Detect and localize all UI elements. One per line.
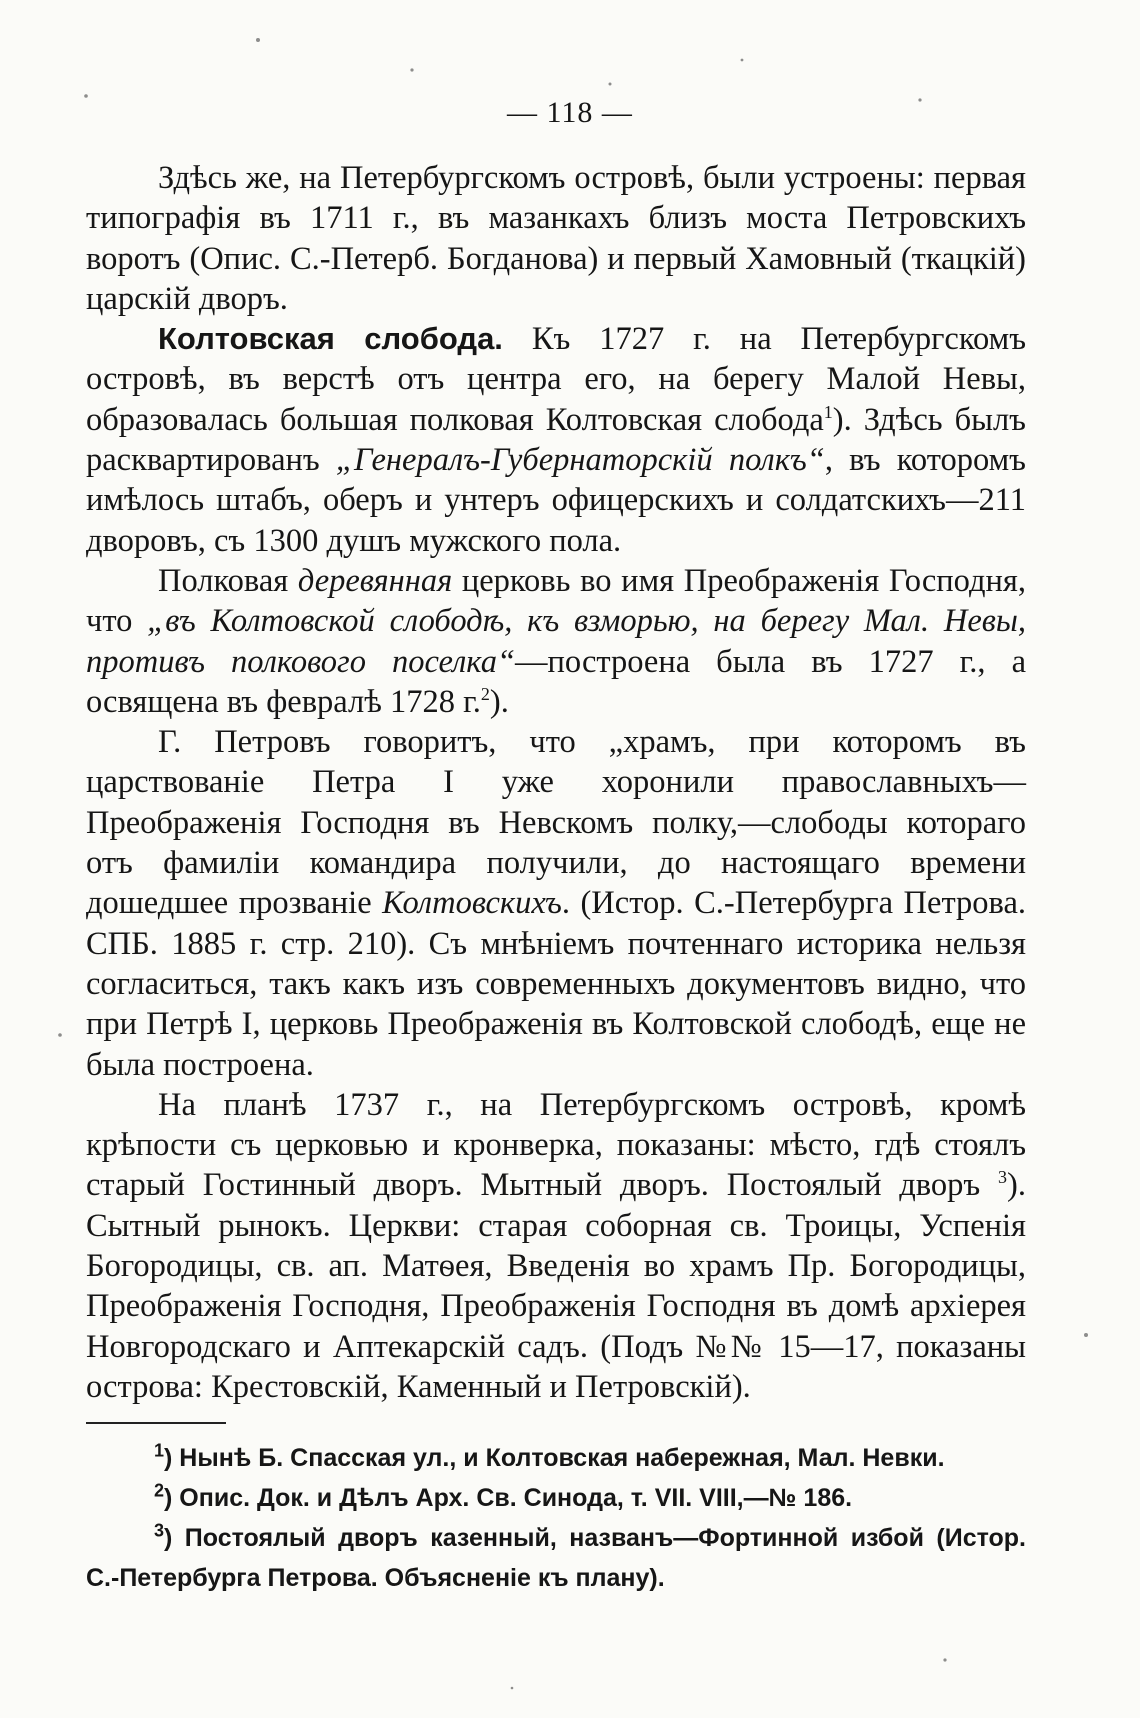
paragraph-3: Полковая деревянная церковь во имя Преображенія Господня, что „въ Колтовской слободѣ, къ взморью, на берегу Мал. Невы, противъ полкового поселка“—построена была въ 1727 г., а освящена въ февралѣ 1728 г.$^2$). — [86, 562, 1026, 720]
footnote-ref-1: 1 — [823, 401, 833, 422]
footnote-ref-2: 2 — [480, 684, 490, 705]
section-heading: Колтовская слобода. — [158, 321, 503, 357]
italic-quote: „въ Колтовской слободѣ, къ взморью, на берегу Мал. Невы, противъ полкового поселка“ — [86, 603, 1026, 680]
footnote-2: $^2$) Опис. Док. и Дѣлъ Арх. Св. Синода, т. VII. VIII,—№ 186. — [154, 1480, 853, 1512]
paragraph-2: Колтовская слобода. Къ 1727 г. на Петербургскомъ островѣ, въ верстѣ отъ центра его, на берегу Малой Невы, образовалась большая полковая Колтовская слобода$^1$). Здѣсь былъ расквартированъ „Генералъ-Губернаторскій полкъ“, въ которомъ имѣлось штабъ, оберъ и унтеръ офицерскихъ и солдатскихъ—211 дворовъ, съ 1300 душъ мужского пола. — [86, 321, 1026, 559]
paragraph-4: Г. Петровъ говоритъ, что „храмъ, при которомъ въ царствованіе Петра I уже хоронили православныхъ— Преображенія Господня въ Невскомъ полку,—слободы котораго отъ фамиліи командира получили, до настоящаго времени дошедшее прозваніе Колтовскихъ. (Истор. С.-Петербурга Петрова. СПБ. 1885 г. стр. 210). Съ мнѣніемъ почтеннаго историка нельзя согласиться, такъ какъ изъ современныхъ документовъ видно, что при Петрѣ I, церковь Преображенія въ Колтовской слободѣ, еще не была построена. — [86, 724, 1027, 1083]
footnote-3: $^3$) Постоялый дворъ казенный, названъ—Фортинной избой (Истор. С.-Петербурга Петрова. Объясненіе къ плану). — [86, 1520, 1026, 1592]
footnote-1: $^1$) Нынѣ Б. Спасская ул., и Колтовская набережная, Мал. Невки. — [154, 1440, 945, 1472]
main-text — [86, 158, 1026, 1407]
paragraph-1: Здѣсь же, на Петербургскомъ островѣ, были устроены: первая типографія въ 1711 г., въ мазанкахъ близъ моста Петровскихъ воротъ (Опис. С.-Петерб. Богданова) и первый Хамовный (ткацкій) царскій дворъ. — [86, 160, 1026, 317]
footnote-divider — [86, 1422, 226, 1424]
page-number: — 118 — — [507, 96, 633, 129]
footnote-ref-3: 3 — [998, 1167, 1008, 1188]
paragraph-5: На планѣ 1737 г., на Петербургскомъ островѣ, кромѣ крѣпости съ церковью и кронверка, показаны: мѣсто, гдѣ стоялъ старый Гостинный дворъ. Мытный дворъ. Постоялый дворъ $^3$). Сытный рынокъ. Церкви: старая соборная св. Троицы, Успенія Богородицы, св. ап. Матѳея, Введенія во храмъ Пр. Богородицы, Преображенія Господня, Преображенія Господня въ домѣ архіерея Новгородскаго и Аптекарскій садъ. (Подъ №№ 15—17, показаны острова: Крестовскій, Каменный и Петровскій). — [86, 1086, 1026, 1405]
italic-quote: „Генералъ-Губернаторскій полкъ“ — [335, 442, 825, 479]
footnotes — [86, 1438, 1026, 1598]
